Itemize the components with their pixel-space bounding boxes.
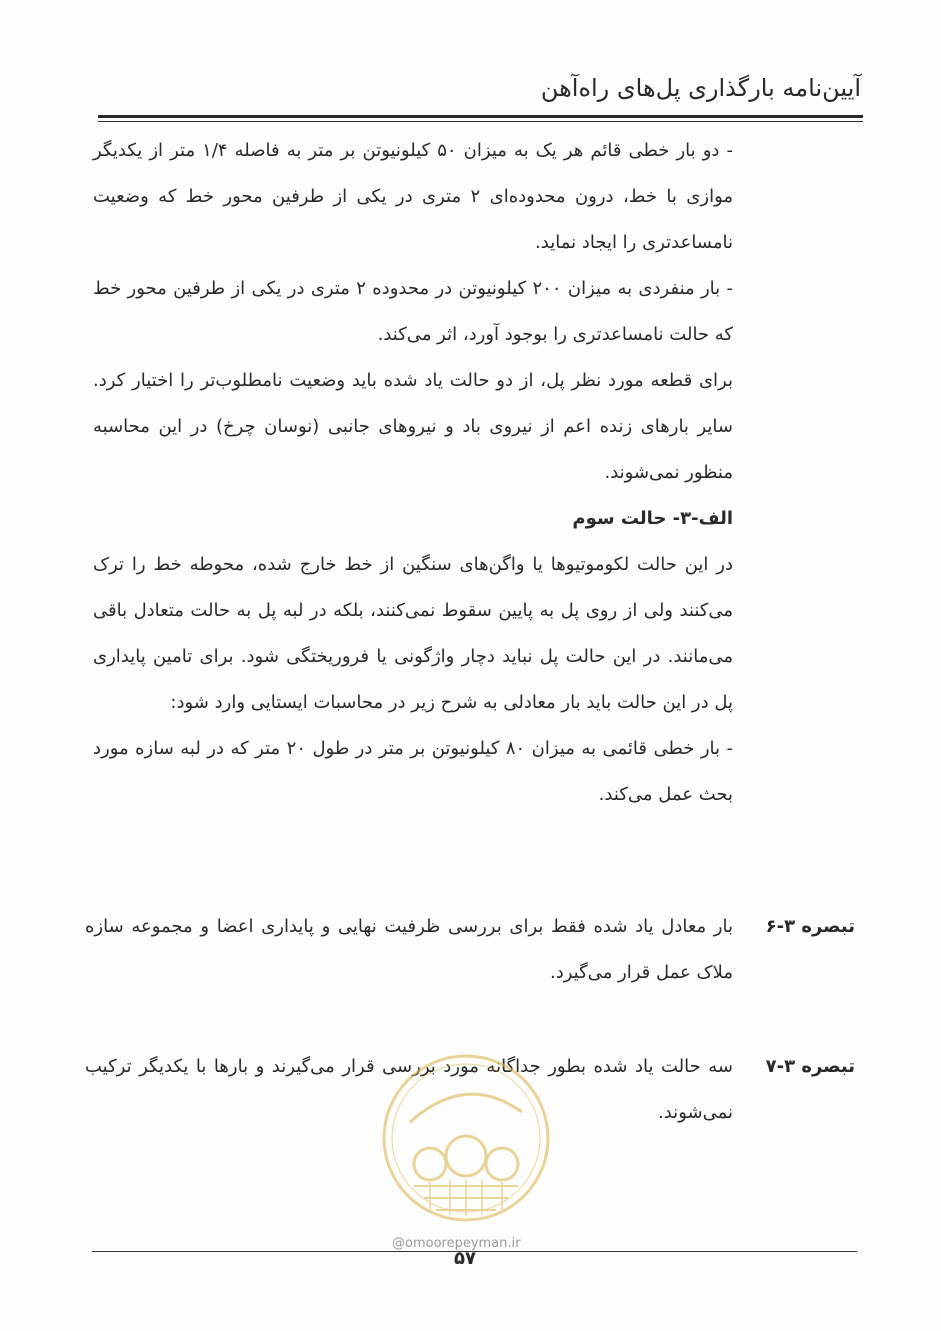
- note-text: بار معادل یاد شده فقط برای بررسی ظرفیت نهایی و پایداری اعضا و مجموعه سازه ملاک عمل قرار می‌گیرد.: [85, 916, 733, 983]
- paragraph-unfavorable-case: برای قطعه مورد نظر پل، از دو حالت یاد شده باید وضعیت نامطلوب‌تر را اختیار کرد. سایر بارهای زنده اعم از نیروی باد و نیروهای جانبی (نوسان چرخ) در این محاسبه منظور نمی‌شوند.: [93, 370, 733, 483]
- watermark-stamp-icon: [380, 1052, 552, 1224]
- running-header-title: آیین‌نامه بارگذاری پل‌های راه‌آهن: [540, 74, 861, 102]
- section-heading-case-three: الف-۳- حالت سوم: [572, 508, 733, 529]
- watermark-url: @omoorepeyman.ir: [392, 1236, 521, 1251]
- paragraph-point-load: - بار منفردی به میزان ۲۰۰ کیلونیوتن در محدوده ۲ متری در یکی از طرفین محور خط که حالت نامساعدتری را بوجود آورد، اثر می‌کند.: [93, 278, 733, 345]
- paragraph-case-three: در این حالت لکوموتیوها یا واگن‌های سنگین از خط خارج شده، محوطه خط را ترک می‌کنند ولی از روی پل به پایین سقوط نمی‌کنند، بلکه در لبه پل به حالت متعادل باقی می‌مانند. در این حالت پل نباید دچار واژگونی یا فروریختگی شود. برای تامین پایداری پل در این حالت باید بار معادلی به شرح زیر در محاسبات ایستایی وارد شود:: [93, 554, 733, 713]
- paragraph-line-load: - دو بار خطی قائم هر یک به میزان ۵۰ کیلونیوتن بر متر به فاصله ۱/۴ متر از یکدیگر موازی با خط، درون محدوده‌ای ۲ متری در یکی از طرفین محور خط که وضعیت نامساعدتری را ایجاد نماید.: [93, 140, 734, 253]
- header-rule: [98, 115, 863, 118]
- paragraph-edge-load: - بار خطی قائمی به میزان ۸۰ کیلونیوتن بر متر در طول ۲۰ متر که در لبه سازه مورد بحث عمل می‌کند.: [93, 738, 733, 805]
- page-number: ۵۷: [454, 1248, 476, 1269]
- note-3-6: [85, 904, 855, 996]
- note-label: تبصره ۳-۷: [765, 1056, 855, 1077]
- note-label: تبصره ۳-۶: [765, 916, 855, 937]
- note-text: سه حالت یاد شده بطور جداگانه مورد بررسی قرار می‌گیرند و بارها با یکدیگر ترکیب نمی‌شوند.: [85, 1056, 733, 1123]
- header-rule-thin: [98, 121, 863, 122]
- main-text-block: [93, 128, 733, 818]
